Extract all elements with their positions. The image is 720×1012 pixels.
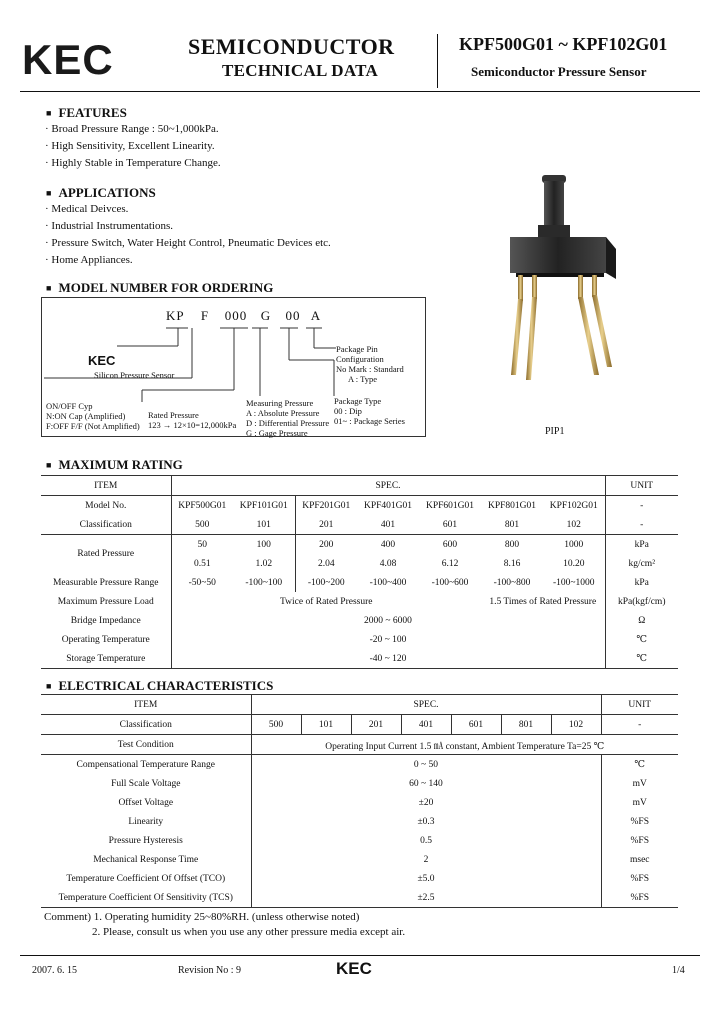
ordering-heading: ■ MODEL NUMBER FOR ORDERING bbox=[46, 280, 274, 295]
table-row: Classification 500 101 201 401 601 801 102 - bbox=[41, 515, 678, 535]
table-row: Rated Pressure 50 100 200 400 600 800 1000 kPa bbox=[41, 535, 678, 555]
list-item: · Industrial Instrumentations. bbox=[45, 220, 174, 232]
table-row: Pressure Hysteresis 0.5 %FS bbox=[41, 831, 678, 850]
square-bullet-icon: ■ bbox=[46, 283, 52, 293]
table-row: ITEM SPEC. UNIT bbox=[41, 695, 678, 715]
comment-1: Comment) 1. Operating humidity 25~80%RH. (unless otherwise noted) bbox=[44, 911, 360, 923]
table-row: Temperature Coefficient Of Sensitivity (TCS) ±2.5 %FS bbox=[41, 888, 678, 908]
header-divider bbox=[437, 34, 438, 88]
square-bullet-icon: ■ bbox=[46, 460, 52, 470]
table-row: Classification 500 101 201 401 601 801 102 - bbox=[41, 715, 678, 735]
silicon-label: Silicon Pressure Sensor bbox=[94, 370, 175, 380]
sensor-image bbox=[488, 175, 628, 420]
table-row: Full Scale Voltage 60 ~ 140 mV bbox=[41, 774, 678, 793]
table-row: 0.51 1.02 2.04 4.08 6.12 8.16 10.20 kg/cm² bbox=[41, 554, 678, 573]
rated-block: Rated Pressure 123 → 12×10=12,000kPa bbox=[148, 410, 237, 430]
measuring-block: Measuring Pressure A : Absolute Pressure D : Differential Pressure G : Gage Pressure bbox=[246, 398, 330, 438]
footer-rule bbox=[20, 955, 700, 956]
footer-logo: KEC bbox=[336, 959, 372, 978]
table-row: Storage Temperature -40 ~ 120 ℃ bbox=[41, 649, 678, 669]
table-row: Temperature Coefficient Of Offset (TCO) ±5.0 %FS bbox=[41, 869, 678, 888]
ordering-diagram bbox=[41, 297, 426, 437]
part-number-title: KPF500G01 ~ KPF102G01 bbox=[459, 34, 668, 54]
comment-2: 2. Please, consult us when you use any other pressure media except air. bbox=[92, 926, 406, 938]
table-row: Linearity ±0.3 %FS bbox=[41, 812, 678, 831]
list-item: · High Sensitivity, Excellent Linearity. bbox=[45, 140, 215, 152]
code-000: 000 bbox=[224, 308, 248, 323]
electrical-table bbox=[41, 694, 678, 908]
code-00: 00 bbox=[285, 308, 301, 323]
pressure-sensor-icon bbox=[488, 175, 628, 415]
features-heading: ■ FEATURES bbox=[46, 105, 127, 120]
code-a: A bbox=[310, 308, 322, 323]
order-code bbox=[166, 308, 326, 324]
table-row: Operating Temperature -20 ~ 100 ℃ bbox=[41, 630, 678, 649]
max-rating-table bbox=[41, 475, 678, 669]
on-off-block: ON/OFF Cyp N:ON Cap (Amplified) F:OFF F/F (Not Amplified) bbox=[46, 401, 140, 431]
footer-date: 2007. 6. 15 bbox=[32, 965, 77, 976]
table-row: Offset Voltage ±20 mV bbox=[41, 793, 678, 812]
kec-small-logo: KEC bbox=[88, 353, 116, 368]
product-subtitle: Semiconductor Pressure Sensor bbox=[471, 64, 647, 79]
table-row: Test Condition Operating Input Current 1.5 ㎃ constant, Ambient Temperature Ta=25 ℃ bbox=[41, 735, 678, 755]
list-item: · Broad Pressure Range : 50~1,000kPa. bbox=[45, 123, 219, 135]
svg-text:KEC: KEC bbox=[22, 38, 114, 78]
technical-data-heading: TECHNICAL DATA bbox=[222, 61, 379, 80]
code-kp: KP bbox=[166, 308, 185, 323]
header-rule bbox=[20, 91, 700, 92]
table-row: Mechanical Response Time 2 msec bbox=[41, 850, 678, 869]
table-row: ITEM SPEC. UNIT bbox=[41, 476, 678, 496]
features-list bbox=[45, 121, 221, 172]
footer-page: 1/4 bbox=[672, 965, 685, 976]
table-row: Model No. KPF500G01 KPF101G01 KPF201G01 KPF401G01 KPF601G01 KPF801G01 KPF102G01 - bbox=[41, 496, 678, 516]
semiconductor-heading: SEMICONDUCTOR bbox=[188, 34, 395, 59]
figure-label: PIP1 bbox=[545, 426, 565, 437]
max-rating-heading: ■ MAXIMUM RATING bbox=[46, 457, 183, 472]
square-bullet-icon: ■ bbox=[46, 681, 52, 691]
code-g: G bbox=[260, 308, 272, 323]
table-row: Bridge Impedance 2000 ~ 6000 Ω bbox=[41, 611, 678, 630]
applications-heading: ■ APPLICATIONS bbox=[46, 185, 156, 200]
list-item: · Pressure Switch, Water Height Control, Pneumatic Devices etc. bbox=[45, 237, 331, 249]
table-row: Measurable Pressure Range -50~50 -100~100 -100~200 -100~400 -100~600 -100~800 -100~1000 kPa bbox=[41, 573, 678, 592]
square-bullet-icon: ■ bbox=[46, 108, 52, 118]
pkg-pin-block: Package Pin Configuration No Mark : Standard A : Type bbox=[336, 344, 404, 384]
code-f: F bbox=[200, 308, 210, 323]
kec-logo-icon bbox=[22, 38, 134, 78]
list-item: · Medical Deivces. bbox=[45, 203, 129, 215]
kec-logo bbox=[22, 38, 134, 83]
applications-list bbox=[45, 201, 331, 269]
list-item: · Highly Stable in Temperature Change. bbox=[45, 157, 221, 169]
electrical-heading: ■ ELECTRICAL CHARACTERISTICS bbox=[46, 678, 274, 693]
table-row: Maximum Pressure Load Twice of Rated Pressure 1.5 Times of Rated Pressure kPa(kgf/cm) bbox=[41, 592, 678, 611]
square-bullet-icon: ■ bbox=[46, 188, 52, 198]
pkg-type-block: Package Type 00 : Dip 01~ : Package Series bbox=[334, 396, 405, 426]
list-item: · Home Appliances. bbox=[45, 254, 133, 266]
footer-revision: Revision No : 9 bbox=[178, 965, 242, 976]
table-row: Compensational Temperature Range 0 ~ 50 ℃ bbox=[41, 755, 678, 775]
